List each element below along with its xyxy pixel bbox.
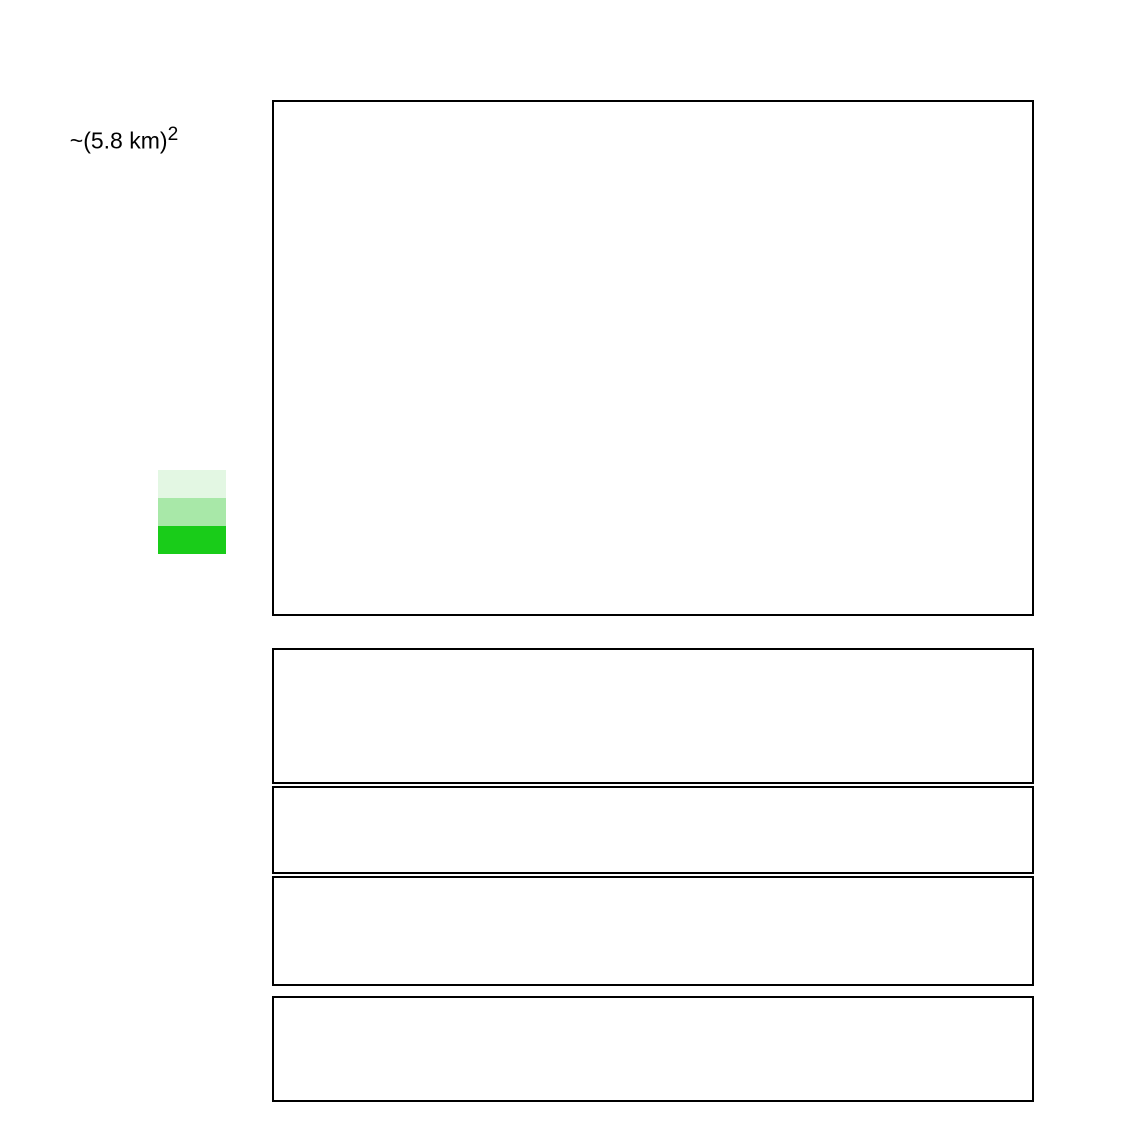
rh-key-row-90 bbox=[36, 526, 226, 554]
temperature-dewpoint-panel bbox=[272, 876, 1034, 986]
rh-swatch-70 bbox=[158, 470, 226, 498]
rh-key-row-80 bbox=[36, 498, 226, 526]
rh-swatch-80 bbox=[158, 498, 226, 526]
weekday-bar bbox=[272, 618, 1034, 644]
mpas-cell-size bbox=[16, 118, 232, 158]
rh-shading-key bbox=[36, 470, 226, 554]
precip-pressure-panel bbox=[272, 786, 1034, 874]
wind-chill-panel bbox=[272, 996, 1034, 1102]
time-height-panel bbox=[272, 100, 1034, 616]
rh-key-row-70 bbox=[36, 470, 226, 498]
wind-10m-panel bbox=[272, 648, 1034, 784]
rh-swatch-90 bbox=[158, 526, 226, 554]
cell-size-line2: ~(5.8 km)$^2$ bbox=[69, 124, 179, 154]
